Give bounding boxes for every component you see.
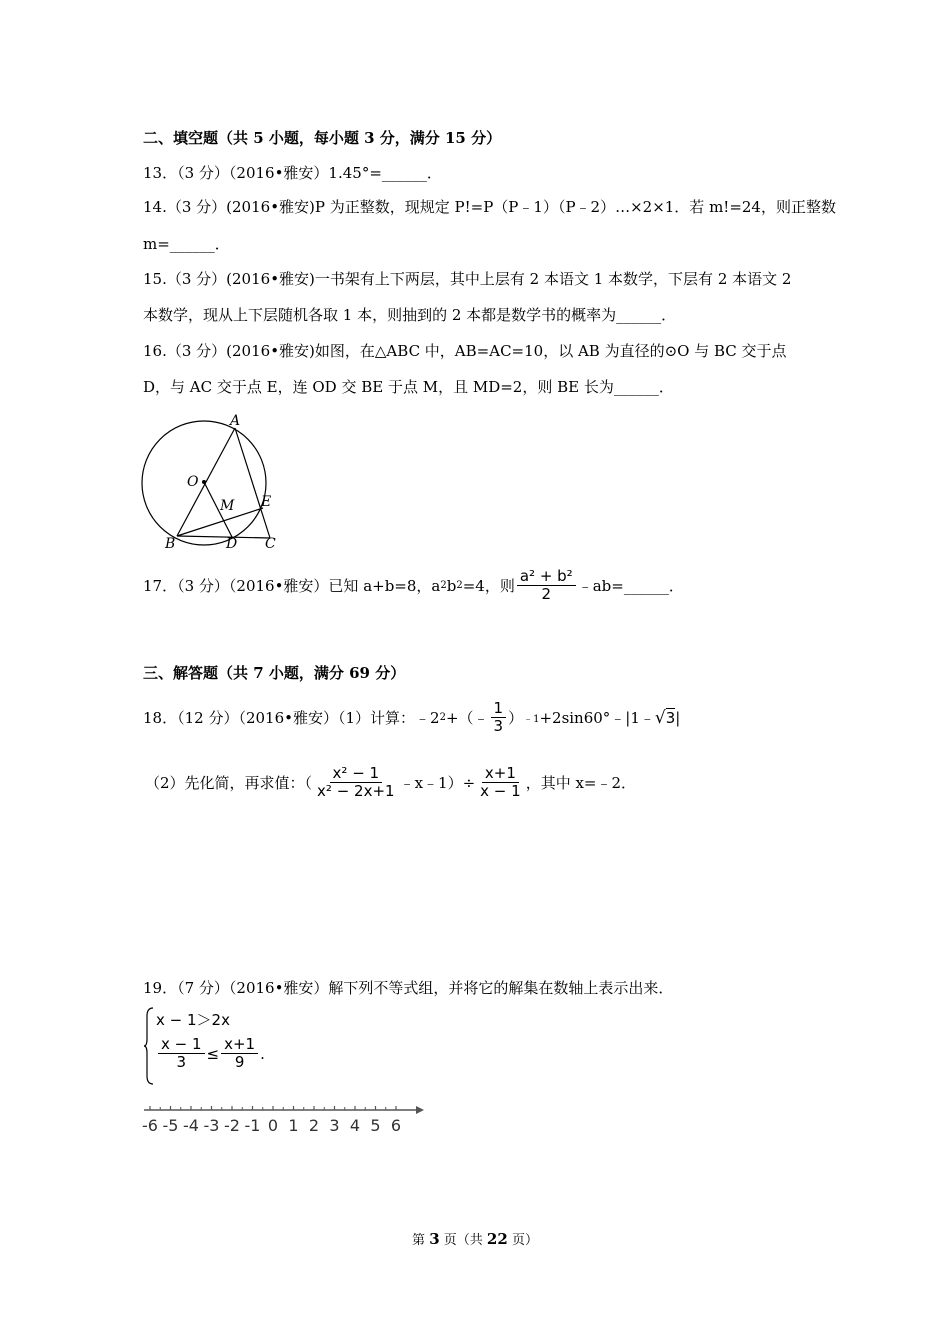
q18-frac1 — [491, 700, 507, 736]
question-17 — [143, 568, 684, 604]
footer-post: 页） — [511, 1233, 538, 1248]
q17-frac-den: 2 — [541, 585, 552, 604]
footer-mid: 页（共 — [443, 1233, 483, 1248]
question-16-line2: D，与 AC 交于点 E，连 OD 交 BE 于点 M，且 MD=2，则 BE 长为______． — [143, 378, 674, 396]
q18-part2-mid: ﹣x﹣1）÷ — [399, 774, 476, 793]
inequality-system — [143, 1006, 273, 1086]
ineq2-rden: 9 — [234, 1053, 245, 1072]
label-c: C — [265, 536, 276, 552]
axis-label: 6 — [390, 1116, 402, 1135]
ineq2-end: . — [260, 1044, 265, 1063]
label-a: A — [230, 413, 241, 429]
question-13: 13．（3 分）（2016•雅安）1.45°=______． — [143, 164, 442, 182]
question-19: 19．（7 分）（2016•雅安）解下列不等式组，并将它的解集在数轴上表示出来． — [143, 979, 674, 997]
label-m: M — [220, 498, 235, 514]
footer-pre: 第 — [412, 1233, 426, 1248]
q18-frac1-den: 3 — [493, 717, 504, 736]
q18-frac3-den: x − 1 — [480, 782, 521, 801]
q18-frac2 — [314, 765, 398, 801]
ineq-1: x − 1＞2x — [156, 1011, 230, 1029]
question-18-part2 — [145, 765, 636, 801]
question-18-part1 — [143, 700, 680, 736]
axis-label: -6 — [142, 1116, 158, 1135]
axis-label: 3 — [329, 1116, 340, 1135]
q17-sup2: 2 — [456, 580, 463, 592]
q17-frac-num: a² + b² — [517, 568, 576, 586]
ineq2-left-frac — [158, 1036, 205, 1072]
q17-mid1: b — [446, 576, 457, 595]
label-e: E — [261, 494, 272, 510]
question-15-line1: 15.（3 分）(2016•雅安)一书架有上下两层，其中上层有 2 本语文 1 本数学，下层有 2 本语文 2 — [143, 270, 792, 288]
q18-suffix: +2sin60°﹣|1﹣ — [539, 709, 655, 728]
segment-bc — [177, 536, 270, 538]
axis-label: 0 — [267, 1116, 279, 1135]
ineq-2 — [156, 1036, 265, 1072]
axis-arrow-icon — [416, 1106, 424, 1114]
q18-sup: 2 — [439, 712, 446, 724]
question-15-line2: 本数学，现从上下层随机各取 1 本，则抽到的 2 本都是数学书的概率为______． — [143, 306, 677, 324]
page-footer — [0, 1229, 950, 1248]
section-3-title: 三、解答题（共 7 小题，满分 69 分） — [143, 664, 406, 682]
q18-sqrt-val: 3 — [665, 709, 676, 728]
circle-triangle-figure — [140, 408, 290, 558]
axis-label: 4 — [349, 1116, 361, 1135]
q18-frac3-num: x+1 — [482, 765, 519, 783]
q18-part2-suffix: ，其中 x=﹣2． — [525, 774, 637, 793]
q17-suffix: ﹣ab=______． — [577, 577, 684, 596]
ineq2-rnum: x+1 — [221, 1036, 258, 1054]
q18-part2-prefix: （2）先化简，再求值：（ — [145, 774, 313, 793]
label-b: B — [165, 536, 176, 552]
q18-frac2-den: x² − 2x+1 — [317, 782, 395, 801]
q18-prefix: 18．（12 分）（2016•雅安）（1）计算：﹣2 — [143, 709, 440, 728]
q17-fraction — [517, 568, 576, 604]
question-14-line1: 14.（3 分）(2016•雅安)P 为正整数，现规定 P!=P（P﹣1）（P﹣2）…×2×1．若 m!=24，则正整数 — [143, 198, 836, 216]
sqrt-icon: √ — [654, 707, 666, 728]
ineq2-den: 3 — [176, 1053, 187, 1072]
q18-abs-close: | — [675, 708, 681, 727]
label-o: O — [187, 474, 199, 490]
ineq2-num: x − 1 — [158, 1036, 205, 1054]
axis-label: 5 — [370, 1116, 381, 1135]
question-16-line1: 16.（3 分）(2016•雅安)如图，在△ABC 中，AB=AC=10，以 AB 为直径的⊙O 与 BC 交于点 — [143, 342, 787, 360]
brace-icon — [143, 1006, 155, 1086]
q18-sup2: ﹣1 — [523, 714, 540, 726]
q17-mid2: =4，则 — [462, 577, 515, 596]
axis-label: -3 — [203, 1116, 220, 1135]
axis-label: 1 — [288, 1116, 299, 1135]
section-2-title: 二、填空题（共 5 小题，每小题 3 分，满分 15 分） — [143, 129, 502, 147]
ineq2-op: ≤ — [206, 1044, 220, 1063]
q18-after: ） — [508, 709, 524, 728]
axis-label: -5 — [162, 1116, 179, 1135]
q17-prefix: 17．（3 分）（2016•雅安）已知 a+b=8，a — [143, 577, 441, 596]
axis-label: -1 — [244, 1116, 261, 1135]
center-point — [202, 480, 206, 484]
axis-label: -4 — [183, 1116, 199, 1135]
q17-sup1: 2 — [440, 580, 447, 592]
axis-label: -2 — [224, 1116, 240, 1135]
axis-label: 2 — [308, 1116, 320, 1135]
q18-frac1-num: 1 — [491, 700, 507, 718]
footer-total: 22 — [486, 1230, 508, 1248]
q18-frac3 — [477, 765, 524, 801]
question-14-line2: m=______． — [143, 235, 230, 253]
q18-frac2-num: x² − 1 — [330, 765, 383, 783]
number-line — [140, 1100, 430, 1140]
label-d: D — [226, 536, 238, 552]
footer-page: 3 — [429, 1230, 440, 1248]
q18-mid: +（﹣ — [445, 709, 489, 728]
ineq2-right-frac — [221, 1036, 258, 1072]
